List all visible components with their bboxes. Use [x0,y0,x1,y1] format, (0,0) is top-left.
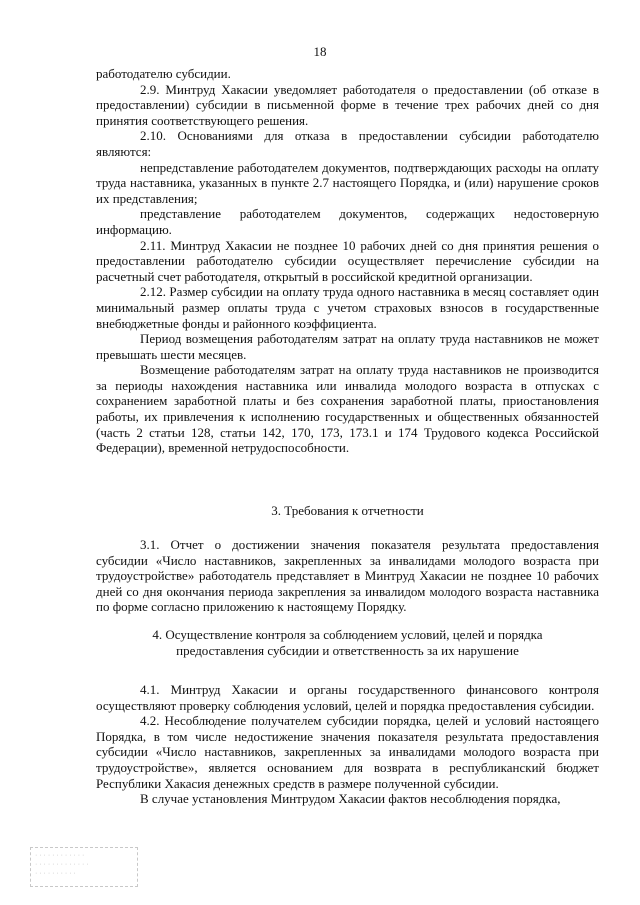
paragraph: 2.9. Минтруд Хакасии уведомляет работодателя о предоставлении (об отказе в предоставлении) субсидии в письменной форме в течение трех рабочих дней со дня принятия соответствующего решения. [96,81,599,128]
paragraph: 4.1. Минтруд Хакасии и органы государственного финансового контроля осуществляют проверку соблюдения условий, целей и порядка предоставления субсидии. [96,682,599,713]
paragraph: 2.11. Минтруд Хакасии не позднее 10 рабочих дней со дня принятия решения о предоставлении работодателю субсидии осуществляет перечисление субсидии на расчетный счет работодателя, открытый в российской кредитной организации. [96,237,599,284]
section-3-body [96,537,599,615]
section-4-body [96,682,599,807]
paragraph: Период возмещения работодателям затрат на оплату труда наставников не может превышать шести месяцев. [96,331,599,362]
page-number: 18 [313,44,327,59]
paragraph: В случае установления Минтрудом Хакасии фактов несоблюдения порядка, [140,791,561,807]
paragraph: 4.2. Несоблюдение получателем субсидии порядка, целей и условий настоящего Порядка, в том числе недостижение значения показателя результата предоставления субсидии «Число наставников, закрепленных за инвалидами молодого возраста при трудоустройстве», является основанием для возврата в республиканский бюджет Республики Хакасия денежных средств в размере полученной субсидии. [96,713,599,791]
paragraph: Возмещение работодателям затрат на оплату труда наставников не производится за периоды нахождения наставника или инвалида молодого возраста в отпусках с сохранением заработной платы и без сохранения заработной платы, приостановления работы, их привлечения к исполнению государственных и общественных обязанностей (часть 2 статьи 128, статьи 142, 170, 173, 173.1 и 174 Трудового кодекса Российской Федерации), временной нетрудоспособности. [96,362,599,456]
paragraph: 2.12. Размер субсидии на оплату труда одного наставника в месяц составляет один минимальный размер оплаты труда с учетом страховых взносов в государственные внебюджетные фонды и районного коэффициента. [96,284,599,331]
section-4-heading [96,627,599,659]
paragraph: непредставление работодателем документов, подтверждающих расходы на оплату труда наставника, указанных в пункте 2.7 настоящего Порядка, и (или) нарушение сроков их представления; [96,159,599,206]
section-block-1 [96,66,599,456]
paragraph: 3.1. Отчет о достижении значения показателя результата предоставления субсидии «Число наставников, закрепленных за инвалидами молодого возраста при трудоустройстве» работодатель представляет в Минтруд Хакасии не позднее 10 рабочих дней со дня окончания периода закрепления за инвалидом молодого возраста наставника по форме согласно приложению к настоящему Порядку. [96,537,599,615]
paragraph: 2.10. Основаниями для отказа в предоставлении субсидии работодателю являются: [96,128,599,159]
section-4-heading-line-1: 4. Осуществление контроля за соблюдением условий, целей и порядка [152,627,543,642]
paragraph: работодателю субсидии. [96,66,231,81]
section-4-heading-line-2: предоставления субсидии и ответственность за их нарушение [176,643,519,658]
section-3-heading: 3. Требования к отчетности [271,503,424,518]
faded-stamp: · · · · · · · · · · · · · · · · · · · · · · · · · · · · · · · · · · · [30,847,138,887]
paragraph: представление работодателем документов, содержащих недостоверную информацию. [96,206,599,237]
